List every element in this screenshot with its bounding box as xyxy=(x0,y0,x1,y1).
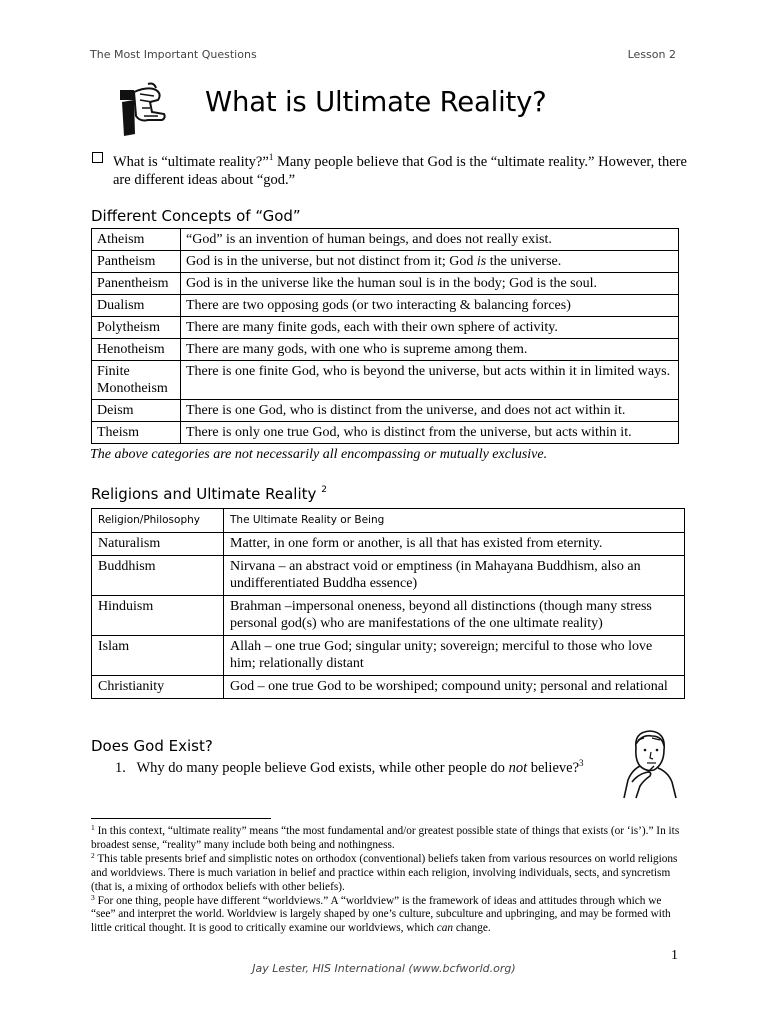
table-row xyxy=(92,596,685,636)
concept-term: Panentheism xyxy=(92,273,181,295)
definition-text: the universe. xyxy=(486,254,562,269)
religion-description: Brahman –impersonal oneness, beyond all distinctions (though many stress personal god(s) who are manifestations of the one ultimate reality) xyxy=(224,596,685,636)
footnote-3 xyxy=(91,892,681,937)
concept-definition xyxy=(181,251,679,273)
concepts-note: The above categories are not necessarily all encompassing or mutually exclusive. xyxy=(90,447,548,462)
page-title: What is Ultimate Reality? xyxy=(205,86,547,118)
table-row xyxy=(92,317,679,339)
table-row xyxy=(92,400,679,422)
table-row xyxy=(92,556,685,596)
footnote-text: In this context, “ultimate reality” means “the most fundamental and/or greatest possible state of things that exists (or ‘is’).” In its broadest sense, “reality” many include both being and nothingness. xyxy=(91,825,680,851)
header-left: The Most Important Questions xyxy=(90,48,257,61)
checkbox-bullet-icon xyxy=(92,152,103,163)
table-row xyxy=(92,295,679,317)
page-number: 1 xyxy=(671,948,678,963)
concepts-table xyxy=(91,228,679,444)
religion-name: Islam xyxy=(92,636,224,676)
definition-text: God is in the universe, but not distinct from it; God xyxy=(186,254,477,269)
thinking-man-icon xyxy=(618,728,680,800)
page-footer: Jay Lester, HIS International (www.bcfworld.org) xyxy=(252,962,516,975)
column-header-religion: Religion/Philosophy xyxy=(92,509,224,533)
religion-description: Nirvana – an abstract void or emptiness (in Mahayana Buddhism, also an undifferentiated Buddha essence) xyxy=(224,556,685,596)
footnote-text: This table presents brief and simplistic notes on orthodox (conventional) beliefs taken from various resources on world religions and worldviews. There is much variation in belief and practice within each religion, involving individuals, sects, and syncretism (that is, a mixing of orthodox beliefs with other beliefs). xyxy=(91,852,678,893)
table-row xyxy=(92,533,685,556)
concept-term: Deism xyxy=(92,400,181,422)
concept-definition: God is in the universe like the human soul is in the body; God is the soul. xyxy=(181,273,679,295)
intro-rest: Many people believe that God is the “ultimate reality.” However, there are different ideas about “god.” xyxy=(113,153,687,188)
concept-term: Theism xyxy=(92,422,181,444)
concept-term: Henotheism xyxy=(92,339,181,361)
religion-description: Allah – one true God; singular unity; sovereign; merciful to those who love him; relationally distant xyxy=(224,636,685,676)
table-row xyxy=(92,229,679,251)
table-row xyxy=(92,676,685,699)
pointing-hand-icon xyxy=(118,82,168,138)
footnote-ref-3: 3 xyxy=(579,758,584,768)
table-row xyxy=(92,361,679,400)
question-text: 1. Why do many people believe God exists, while other people do xyxy=(115,759,509,776)
religion-name: Naturalism xyxy=(92,533,224,556)
footnote-1 xyxy=(91,825,681,853)
concept-term: Atheism xyxy=(92,229,181,251)
definition-emphasis: is xyxy=(476,254,487,269)
table-row xyxy=(92,251,679,273)
concept-definition: There are many finite gods, each with their own sphere of activity. xyxy=(181,317,679,339)
question-1 xyxy=(115,758,584,777)
question-emphasis: not xyxy=(508,759,528,776)
footnote-divider xyxy=(91,818,271,819)
concept-term: Pantheism xyxy=(92,251,181,273)
concept-definition: There are two opposing gods (or two interacting & balancing forces) xyxy=(181,295,679,317)
religion-name: Hinduism xyxy=(92,596,224,636)
table-row xyxy=(92,339,679,361)
concept-definition: “God” is an invention of human beings, and does not really exist. xyxy=(181,229,679,251)
table-header-row xyxy=(92,509,685,533)
footnote-emphasis: can xyxy=(436,922,454,935)
concepts-heading: Different Concepts of “God” xyxy=(91,207,301,225)
footnote-number: 2 xyxy=(91,850,95,860)
table-row xyxy=(92,273,679,295)
footnote-text: For one thing, people have different “worldviews.” A “worldview” is the framework of ideas and attitudes through which we “see” and interpret the world. Worldview is largely shaped by one’s culture, subculture and upbringing, and may be formed with little critical thought. It is good to critically examine our worldviews, which xyxy=(91,894,671,935)
concept-definition: There is one finite God, who is beyond the universe, but acts within it in limited ways. xyxy=(181,361,679,400)
footnotes xyxy=(91,825,681,936)
footnote-2 xyxy=(91,850,681,895)
religions-heading-text: Religions and Ultimate Reality xyxy=(91,485,317,503)
religion-name: Christianity xyxy=(92,676,224,699)
concept-term: Finite Monotheism xyxy=(92,361,181,400)
footnote-text: change. xyxy=(453,922,491,935)
column-header-reality: The Ultimate Reality or Being xyxy=(224,509,685,533)
table-row xyxy=(92,422,679,444)
footnote-number: 3 xyxy=(91,892,95,902)
religion-description: Matter, in one form or another, is all that has existed from eternity. xyxy=(224,533,685,556)
question-text: believe? xyxy=(527,759,580,776)
concept-term: Dualism xyxy=(92,295,181,317)
footnote-ref-2: 2 xyxy=(321,485,327,495)
religion-description: God – one true God to be worshiped; compound unity; personal and relational xyxy=(224,676,685,699)
exist-heading: Does God Exist? xyxy=(91,737,213,755)
header-right: Lesson 2 xyxy=(627,48,676,61)
footnote-number: 1 xyxy=(91,823,95,832)
concept-definition: There is one God, who is distinct from the universe, and does not act within it. xyxy=(181,400,679,422)
intro-question: What is “ultimate reality?” xyxy=(113,153,269,170)
religions-table xyxy=(91,508,685,699)
concept-definition: There is only one true God, who is distinct from the universe, but acts within it. xyxy=(181,422,679,444)
intro-text xyxy=(113,148,693,189)
religion-name: Buddhism xyxy=(92,556,224,596)
table-row xyxy=(92,636,685,676)
concept-term: Polytheism xyxy=(92,317,181,339)
footnote-ref-1: 1 xyxy=(268,152,274,162)
religions-heading xyxy=(91,485,327,503)
concept-definition: There are many gods, with one who is supreme among them. xyxy=(181,339,679,361)
